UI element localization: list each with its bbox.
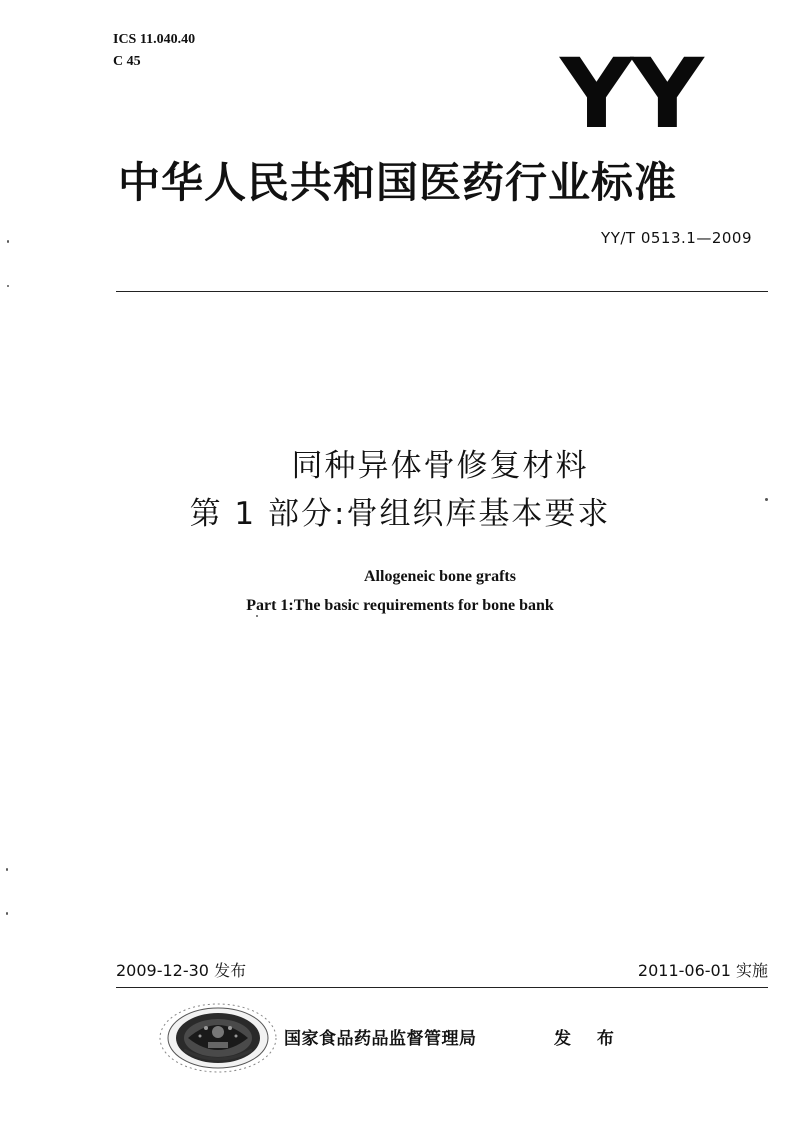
scan-speck xyxy=(765,498,768,501)
scan-speck xyxy=(256,615,258,617)
scan-speck xyxy=(7,285,9,287)
top-divider xyxy=(116,291,768,292)
chinese-title-line-1: 同种异体骨修复材料 xyxy=(291,448,589,484)
english-title-line-1: Allogeneic bone grafts xyxy=(364,568,516,585)
yy-logo: YY xyxy=(560,38,702,150)
issuing-authority: 国家食品药品监督管理局 xyxy=(284,1029,477,1049)
scan-speck xyxy=(6,868,8,871)
ics-code: ICS 11.040.40 xyxy=(113,32,196,47)
issue-label: 发 布 xyxy=(554,1029,624,1049)
state-emblem-icon xyxy=(158,1002,278,1074)
implementation-date: 2011-06-01 实施 xyxy=(637,961,768,980)
classification-code: C 45 xyxy=(113,54,141,69)
issue-date: 2009-12-30 发布 xyxy=(116,961,247,980)
bottom-divider xyxy=(116,987,768,988)
standard-number: YY/T 0513.1—2009 xyxy=(601,229,752,247)
standard-title: 中华人民共和国医药行业标准 xyxy=(118,158,678,207)
chinese-title-line-2: 第 1 部分:骨组织库基本要求 xyxy=(189,496,611,532)
scan-speck xyxy=(7,240,9,243)
english-title-line-2: Part 1:The basic requirements for bone bank xyxy=(246,597,554,614)
scan-speck xyxy=(6,912,8,915)
